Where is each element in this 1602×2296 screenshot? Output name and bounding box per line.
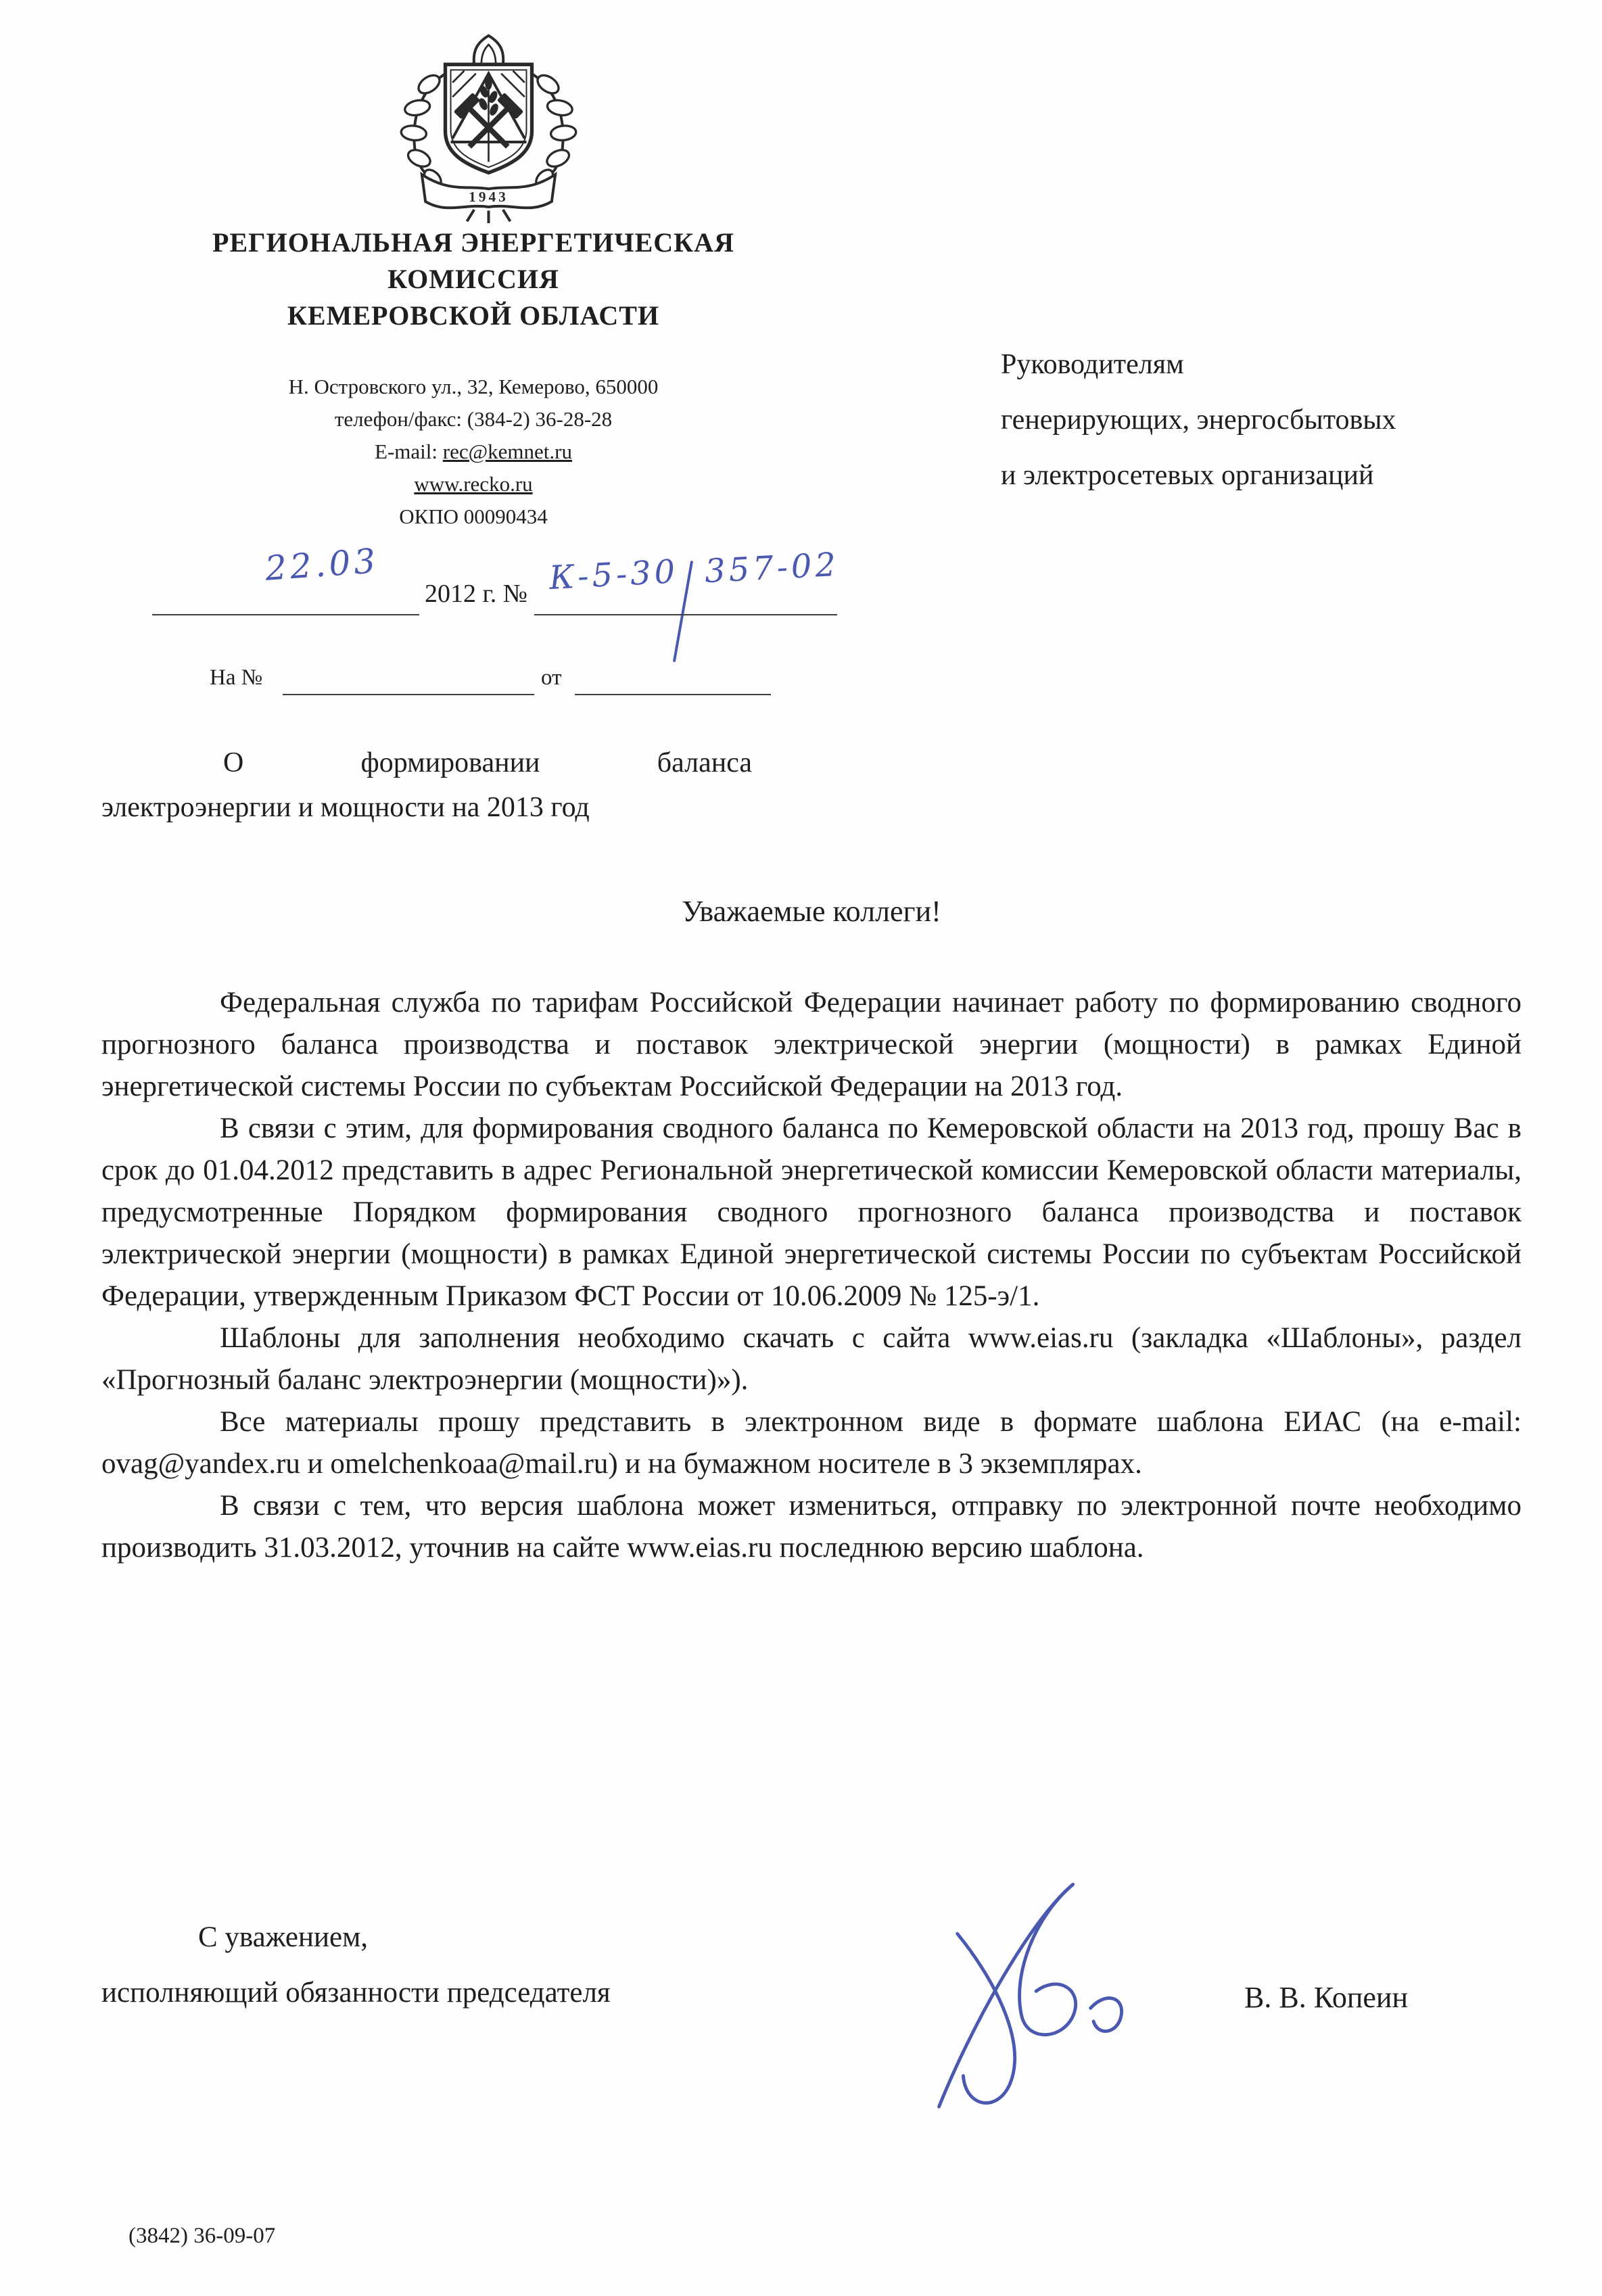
- recipient-line-2: генерирующих, энергосбытовых: [1001, 404, 1396, 436]
- signature-ink-icon: [913, 1864, 1156, 2114]
- recipient-line-3: и электросетевых организаций: [1001, 460, 1374, 491]
- subject-word-2: формировании: [360, 747, 540, 778]
- handwritten-number-part1: К-5-30: [548, 553, 680, 597]
- org-title: [101, 225, 845, 334]
- ot-label: от: [541, 665, 562, 690]
- body-paragraph-3: Шаблоны для заполнения необходимо скачать с сайта www.eias.ru (закладка «Шаблоны», раздел «Прогнозный баланс электроэнергии (мощности)»).: [101, 1322, 1522, 1396]
- email-line: [101, 436, 845, 468]
- footer-phone: (3842) 36-09-07: [128, 2224, 276, 2248]
- handwritten-signature: [913, 1864, 1156, 2117]
- recipient-line-1: Руководителям: [1001, 349, 1184, 380]
- org-title-line-3: КЕМЕРОВСКОЙ ОБЛАСТИ: [287, 300, 660, 331]
- body-paragraph-1: Федеральная служба по тарифам Российской Федерации начинает работу по формированию сводного прогнозного баланса производства и поставок электрической энергии (мощности) в рамках Единой энергетической системы России по субъектам Российской Федерации на 2013 год.: [101, 987, 1522, 1102]
- na-no-label: На №: [210, 665, 263, 690]
- phone-fax-line: телефон/факс: (384-2) 36-28-28: [334, 407, 613, 431]
- ot-underline: [575, 694, 771, 695]
- emblem-year-text: 1943: [469, 189, 509, 205]
- handwritten-date: 22.03: [264, 541, 380, 588]
- signer-position: исполняющий обязанности председателя: [101, 1977, 611, 2009]
- signer-name: В. В. Копеин: [1244, 1981, 1409, 2014]
- org-title-line-2: КОМИССИЯ: [387, 264, 559, 294]
- handwritten-number-part2: 357-02: [703, 545, 841, 591]
- salutation: Уважаемые коллеги!: [682, 895, 941, 928]
- address-block: [101, 371, 845, 533]
- street-address: Н. Островского ул., 32, Кемерово, 650000: [288, 375, 659, 398]
- okpo-line: ОКПО 00090434: [399, 505, 548, 528]
- body-paragraph-4: Все материалы прошу представить в электронном виде в формате шаблона ЕИАС (на e-mail: ovag@yandex.ru и omelchenkoaa@mail.ru) и на бумажном носителе в 3 экземплярах.: [101, 1406, 1522, 1480]
- subject-word-3: баланса: [657, 747, 752, 778]
- email-address: rec@kemnet.ru: [442, 440, 572, 463]
- date-underline: [152, 614, 419, 615]
- kemerovo-coat-of-arms-icon: [375, 34, 602, 223]
- website-line: [101, 468, 845, 500]
- email-label: E-mail:: [375, 440, 443, 463]
- body-paragraph-2: В связи с этим, для формирования сводного баланса по Кемеровской области на 2013 год, прошу Вас в срок до 01.04.2012 представить в адрес Региональной энергетической комиссии Кемеровской области материалы, предусмотренные Порядком формирования сводного прогнозного баланса производства и поставок электрической энергии (мощности) в рамках Единой энергетической системы России по субъектам Российской Федерации, утвержденным Приказом ФСТ России от 10.06.2009 № 125-э/1.: [101, 1112, 1522, 1312]
- org-title-line-1: РЕГИОНАЛЬНАЯ ЭНЕРГЕТИЧЕСКАЯ: [212, 227, 734, 258]
- subject-block: [101, 741, 752, 830]
- subject-line-1: [223, 741, 752, 785]
- coat-of-arms-emblem: [375, 34, 602, 227]
- website-url: www.recko.ru: [414, 472, 533, 496]
- recipient-block: [1001, 337, 1542, 503]
- subject-word-1: О: [223, 747, 244, 778]
- number-underline: [534, 614, 837, 615]
- na-no-underline: [283, 694, 534, 695]
- letter-body: [101, 982, 1522, 1569]
- subject-line-2: электроэнергии и мощности на 2013 год: [101, 792, 590, 823]
- body-paragraph-5: В связи с тем, что версия шаблона может измениться, отправку по электронной почте необходимо производить 31.03.2012, уточнив на сайте www.eias.ru последнюю версию шаблона.: [101, 1490, 1522, 1564]
- closing-phrase: С уважением,: [198, 1921, 369, 1953]
- printed-year-label: 2012 г. №: [425, 580, 528, 608]
